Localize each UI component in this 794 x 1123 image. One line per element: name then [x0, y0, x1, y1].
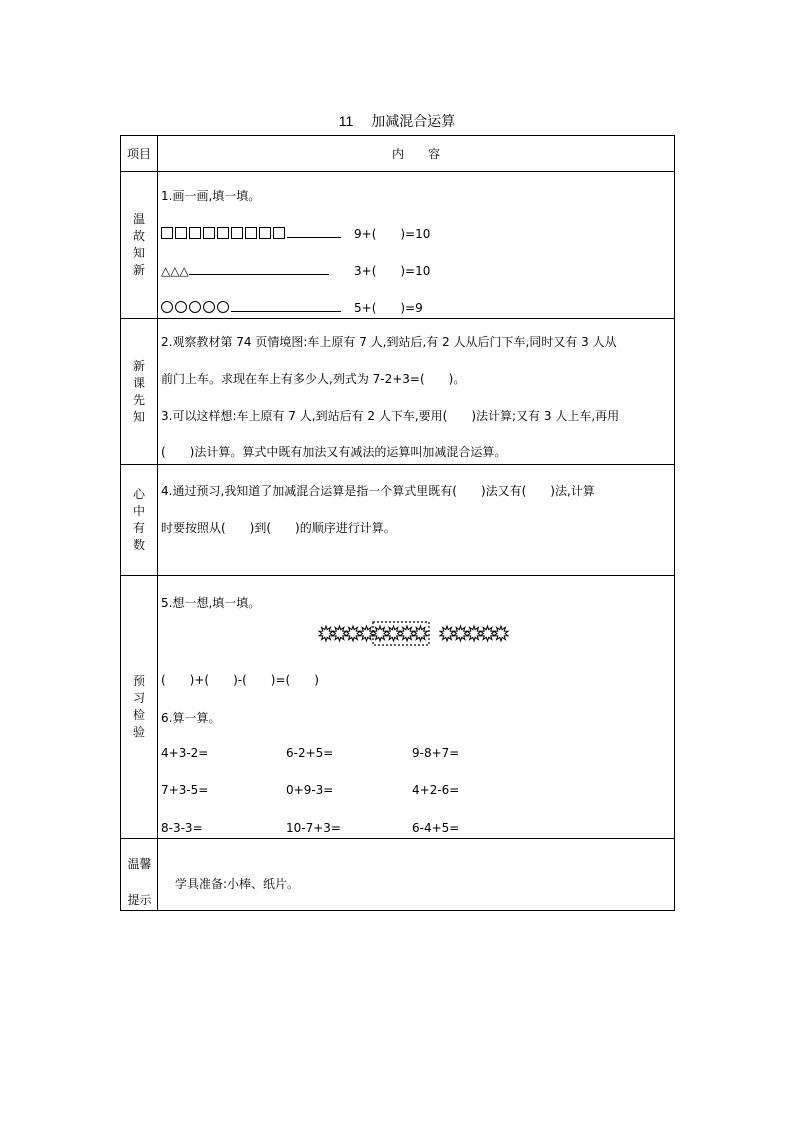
calc-item: 0+9-3=: [286, 783, 334, 797]
section4-label-char: 预: [132, 674, 145, 688]
star-icon: [467, 626, 481, 641]
question-1: 1.画一画,填一填。: [161, 189, 261, 203]
section-new-label: [121, 319, 158, 465]
section1-label-char: 温: [132, 212, 145, 226]
section-review-content: [158, 172, 675, 319]
section4-label-char: 习: [132, 691, 145, 705]
lesson-number: 11: [338, 113, 354, 129]
star-picture: [318, 621, 518, 647]
question-4-line2: 时要按照从( )到( )的顺序进行计算。: [161, 521, 396, 535]
section-tip-content: [158, 839, 675, 911]
circles-row: [161, 299, 341, 315]
section-check-label: [121, 576, 158, 839]
star-icon: [386, 626, 400, 641]
star-icon: [373, 626, 387, 641]
section-review-label: [121, 172, 158, 319]
star-icon: [453, 626, 467, 641]
question-5-expression: ( )+( )-( )=( ): [161, 673, 319, 687]
squares-row: [161, 225, 341, 241]
section3-label-char: 中: [132, 504, 145, 518]
triangles: △△△: [161, 264, 189, 278]
star-icon: [480, 626, 494, 641]
star-icon: [413, 626, 427, 641]
row1-expression: 9+( )=10: [354, 227, 431, 241]
section-new-row: [121, 319, 675, 465]
section-tip-label: [121, 839, 158, 911]
row3-expression: 5+( )=9: [354, 301, 423, 315]
header-item-label: 项目: [121, 136, 158, 172]
section1-label-char: 知: [132, 246, 145, 260]
section-check-content: [158, 576, 675, 839]
question-3-line2: ( )法计算。算式中既有加法又有减法的运算叫加减混合运算。: [161, 445, 507, 459]
section-new-content: [158, 319, 675, 465]
calc-item: 8-3-3=: [161, 821, 203, 835]
star-icon: [440, 626, 454, 641]
tip-label-1: 温馨: [127, 857, 152, 871]
question-4-line1: 4.通过预习,我知道了加减混合运算是指一个算式里既有( )法又有( )法,计算: [161, 484, 595, 498]
section2-label-char: 先: [132, 392, 145, 407]
star-icon: [494, 626, 508, 641]
star-icon: [319, 626, 333, 641]
question-2-line1: 2.观察教材第 74 页情境图:车上原有 7 人,到站后,有 2 人从后门下车,同时又有 3 人从: [161, 335, 617, 349]
question-6: 6.算一算。: [161, 711, 221, 725]
star-icon: [346, 626, 360, 641]
calc-item: 6-2+5=: [286, 746, 334, 760]
calc-item: 9-8+7=: [412, 746, 460, 760]
row2-expression: 3+( )=10: [354, 264, 431, 278]
header-content-label: 内 容: [158, 136, 675, 172]
section3-label-char: 有: [132, 521, 145, 535]
calc-item: 7+3-5=: [161, 783, 209, 797]
section-understand-row: [121, 465, 675, 576]
header-row: [121, 136, 675, 172]
tip-text: 学具准备:小棒、纸片。: [175, 877, 300, 891]
section2-label-char: 新: [132, 358, 145, 373]
stars-group-right: [440, 626, 508, 641]
question-3-line1: 3.可以这样想:车上原有 7 人,到站后有 2 人下车,要用( )法计算;又有 3 人上车,再用: [161, 409, 620, 423]
section-check-row: [121, 576, 675, 839]
section3-label-char: 数: [132, 538, 145, 552]
calc-item: 10-7+3=: [286, 821, 341, 835]
question-2-line2: 前门上车。求现在车上有多少人,列式为 7-2+3=( )。: [161, 372, 466, 386]
section2-label-char: 课: [132, 375, 145, 390]
section-tip-row: [121, 839, 675, 911]
section3-label-char: 心: [132, 487, 145, 501]
section-review-row: [121, 172, 675, 319]
lesson-title: 加减混合运算: [371, 114, 456, 130]
triangles-row: [161, 262, 329, 278]
section1-label-char: 故: [132, 229, 145, 243]
calc-item: 4+3-2=: [161, 746, 209, 760]
section1-label-char: 新: [132, 263, 145, 277]
stars-group-left: [319, 626, 374, 641]
calc-item: 4+2-6=: [412, 783, 460, 797]
star-icon: [400, 626, 414, 641]
section-understand-content: [158, 465, 675, 576]
question-5: 5.想一想,填一填。: [161, 596, 261, 610]
tip-label-2: 提示: [127, 893, 152, 907]
star-icon: [359, 626, 373, 641]
stars-group-boxed: [373, 626, 428, 641]
calc-item: 6-4+5=: [412, 821, 460, 835]
section4-label-char: 验: [132, 725, 145, 739]
worksheet-table: [120, 135, 675, 911]
section4-label-char: 检: [132, 708, 145, 722]
page-title: [0, 111, 794, 131]
star-icon: [332, 626, 346, 641]
section2-label-char: 知: [132, 409, 145, 424]
section-understand-label: [121, 465, 158, 576]
